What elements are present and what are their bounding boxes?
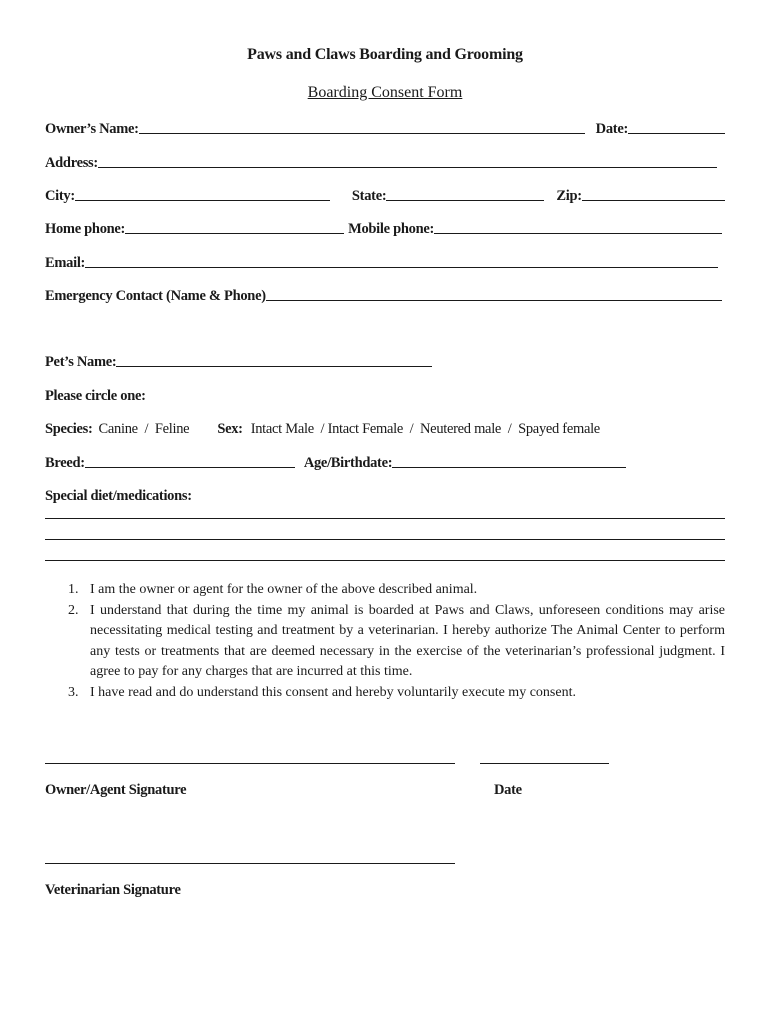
owner-signature-field[interactable] [45, 763, 455, 764]
circle-instruction: Please circle one: [45, 388, 146, 404]
city-field[interactable] [75, 200, 330, 201]
sex-option-spayed-female[interactable]: Spayed female [518, 421, 600, 437]
sex-option-intact-female[interactable]: Intact Female [327, 421, 403, 437]
consent-term-item [68, 580, 725, 601]
emergency-contact-field[interactable] [266, 300, 722, 301]
date-label: Date: [595, 121, 628, 137]
sex-label: Sex: [217, 421, 243, 437]
form-subtitle: Boarding Consent Form [307, 84, 463, 101]
phone-row [45, 216, 725, 238]
species-option-feline[interactable]: Feline [154, 421, 190, 437]
special-diet-line-3[interactable] [45, 560, 725, 561]
species-label: Species: [45, 421, 93, 437]
term-text: I am the owner or agent for the owner of the above described animal. [90, 582, 478, 597]
address-row [45, 150, 725, 172]
date-field[interactable] [628, 133, 725, 134]
age-birthdate-field[interactable] [392, 467, 626, 468]
signature-date-label: Date [494, 782, 522, 798]
owner-name-label: Owner’s Name: [45, 121, 139, 137]
city-state-zip-row [45, 183, 725, 205]
vet-signature-field[interactable] [45, 863, 455, 864]
city-label: City: [45, 188, 75, 204]
address-label: Address: [45, 155, 98, 171]
term-text: I have read and do understand this consent and hereby voluntarily execute my consent. [90, 684, 576, 700]
email-field[interactable] [85, 267, 718, 268]
consent-terms-list [45, 580, 725, 703]
mobile-phone-field[interactable] [434, 233, 722, 234]
consent-term-item [68, 683, 725, 704]
special-diet-line-1[interactable] [45, 518, 725, 519]
email-row [45, 250, 725, 272]
address-field[interactable] [98, 167, 717, 168]
pet-name-field[interactable] [116, 366, 432, 367]
home-phone-field[interactable] [125, 233, 344, 234]
owner-name-row [45, 116, 725, 138]
special-diet-row [45, 483, 725, 505]
form-title: Paws and Claws Boarding and Grooming [247, 46, 523, 63]
pet-name-label: Pet’s Name: [45, 354, 117, 370]
home-phone-label: Home phone: [45, 221, 126, 237]
special-diet-line-2[interactable] [45, 539, 725, 540]
age-birthdate-label: Age/Birthdate: [303, 455, 393, 471]
special-diet-label: Special diet/medications: [45, 488, 192, 504]
term-text: I understand that during the time my animal is boarded at Paws and Claws, unforeseen conditions may arise necessitating medical testing and treatment by a veterinarian. I hereby authorize The Animal Center to perform any tests or treatments that are deemed necessary in the exercise of the veterinarian’s professional judgment. I agree to pay for any charges that are incurred at this time. [90, 602, 725, 679]
circle-instruction-row [45, 383, 725, 405]
term-number: 1. [68, 582, 79, 597]
species-option-canine[interactable]: Canine [98, 421, 138, 437]
term-number: 2. [68, 602, 79, 618]
email-label: Email: [45, 255, 86, 271]
pet-name-row [45, 349, 725, 371]
state-label: State: [351, 188, 387, 204]
breed-age-row [45, 450, 725, 472]
species-sex-row: Species: Canine / Feline Sex: Intact Male / Intact Female / Neutered male / Spayed female [45, 421, 600, 437]
zip-label: Zip: [556, 188, 582, 204]
sex-option-neutered-male[interactable]: Neutered male [420, 421, 502, 437]
mobile-phone-label: Mobile phone: [348, 221, 435, 237]
emergency-contact-row [45, 283, 725, 305]
consent-term-item [68, 601, 725, 683]
state-field[interactable] [386, 200, 544, 201]
signature-date-field[interactable] [480, 763, 609, 764]
vet-signature-label: Veterinarian Signature [45, 882, 181, 898]
owner-name-field[interactable] [139, 133, 585, 134]
term-number: 3. [68, 684, 79, 700]
zip-field[interactable] [582, 200, 725, 201]
breed-label: Breed: [45, 455, 85, 471]
owner-signature-label: Owner/Agent Signature [45, 782, 187, 798]
sex-option-intact-male[interactable]: Intact Male [250, 421, 314, 437]
emergency-contact-label: Emergency Contact (Name & Phone) [45, 288, 266, 304]
breed-field[interactable] [85, 467, 295, 468]
